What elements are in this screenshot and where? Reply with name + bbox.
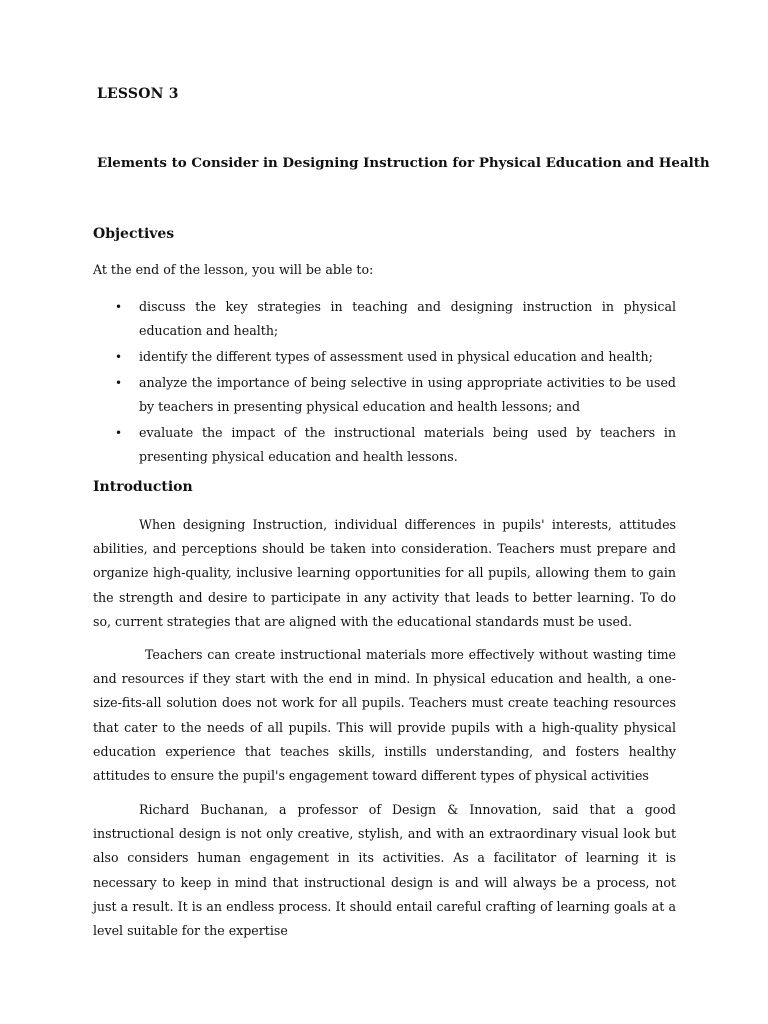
objective-item [93, 295, 676, 343]
objectives-list [93, 295, 676, 471]
introduction-paragraph-1: When designing Instruction, individual differences in pupils' interests, attitudes abilities, and perceptions should be taken into consideration. Teachers must prepare and organize high-quality, inclusive learning opportunities for all pupils, allowing them to gain the strength and desire to participate in any activity that leads to better learning. To do so, current strategies that are aligned with the educational standards must be used. [93, 517, 676, 629]
lesson-label: LESSON 3 [97, 86, 179, 102]
objectives-intro: At the end of the lesson, you will be able to: [93, 262, 374, 277]
objective-text: evaluate the impact of the instructional materials being used by teachers in presenting physical education and health lessons. [139, 425, 676, 464]
bullet-icon: • [115, 350, 123, 364]
objective-text: analyze the importance of being selective in using appropriate activities to be used by teachers in presenting physical education and health lessons; and [139, 375, 676, 414]
objective-item [93, 345, 676, 369]
objective-item [93, 371, 676, 419]
bullet-icon: • [115, 300, 123, 314]
objectives-heading: Objectives [93, 226, 175, 242]
introduction-heading: Introduction [93, 479, 193, 495]
objective-item [93, 421, 676, 469]
bullet-icon: • [115, 426, 123, 440]
introduction-paragraph-3: Richard Buchanan, a professor of Design & Innovation, said that a good instructional design is not only creative, stylish, and with an extraordinary visual look but also considers human engagement in its activities. As a facilitator of learning it is necessary to keep in mind that instructional design is and will always be a process, not just a result. It is an endless process. It should entail careful crafting of learning goals at a level suitable for the expertise [93, 802, 676, 939]
objective-text: discuss the key strategies in teaching and designing instruction in physical education and health; [139, 299, 676, 338]
bullet-icon: • [115, 376, 123, 390]
introduction-paragraph-2: Teachers can create instructional materials more effectively without wasting time and resources if they start with the end in mind. In physical education and health, a one-size-fits-all solution does not work for all pupils. Teachers must create teaching resources that cater to the needs of all pupils. This will provide pupils with a high-quality physical education experience that teaches skills, instills understanding, and fosters healthy attitudes to ensure the pupil's engagement toward different types of physical activities [93, 647, 676, 784]
objective-text: identify the different types of assessment used in physical education and health; [139, 349, 653, 364]
lesson-title: Elements to Consider in Designing Instruction for Physical Education and Health [97, 155, 710, 171]
